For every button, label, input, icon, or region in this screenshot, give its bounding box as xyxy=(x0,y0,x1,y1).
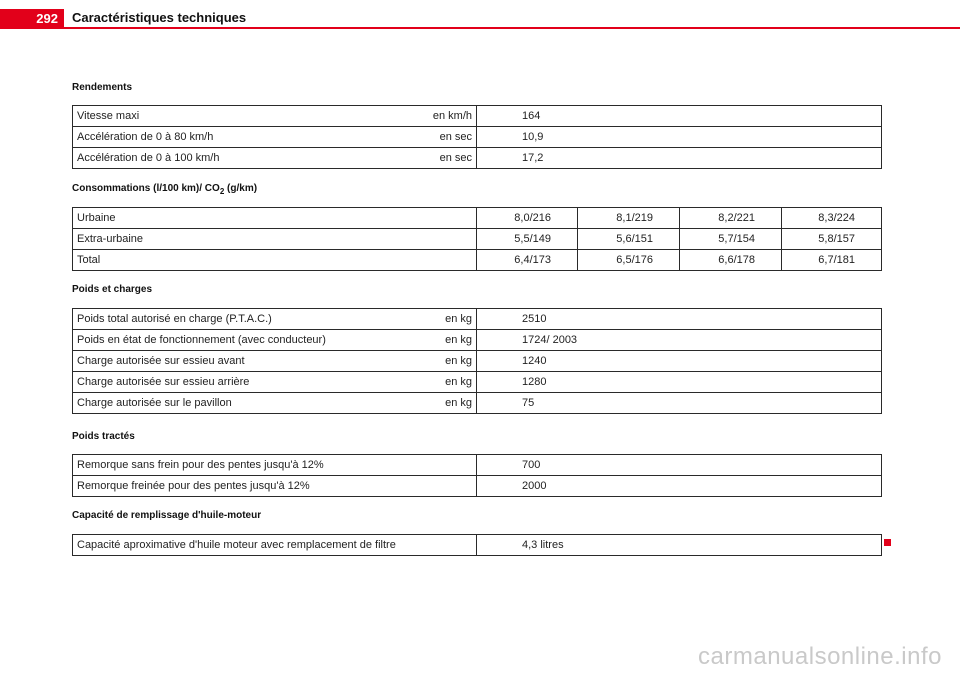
row-value: 5,8/157 xyxy=(782,229,882,250)
row-label: Total xyxy=(73,250,477,271)
row-value: 6,5/176 xyxy=(578,250,680,271)
row-value: 8,3/224 xyxy=(782,208,882,229)
table-rendements xyxy=(72,105,882,169)
row-value: 6,6/178 xyxy=(680,250,782,271)
row-value: 8,0/216 xyxy=(477,208,578,229)
row-unit: en sec xyxy=(421,127,477,148)
table-huile xyxy=(72,534,882,556)
table-poids-tractes xyxy=(72,454,882,497)
section-title-poids-tractes: Poids tractés xyxy=(72,431,135,442)
row-unit: en sec xyxy=(421,148,477,169)
header-rule xyxy=(64,27,960,29)
table-row xyxy=(73,106,882,127)
row-value: 6,4/173 xyxy=(477,250,578,271)
title-text: (g/km) xyxy=(224,183,258,194)
row-value: 5,5/149 xyxy=(477,229,578,250)
row-value: 2000 xyxy=(477,476,882,497)
page-number: 292 xyxy=(0,9,64,29)
table-row xyxy=(73,309,882,330)
watermark: carmanualsonline.info xyxy=(698,643,942,670)
table-row xyxy=(73,535,882,556)
section-title-poids: Poids et charges xyxy=(72,284,153,295)
page-title: Caractéristiques techniques xyxy=(72,10,247,25)
title-subscript: 2 xyxy=(219,187,225,196)
row-value: 10,9 xyxy=(477,127,882,148)
title-text: Consommations (l/100 km)/ CO xyxy=(72,183,220,194)
row-label: Capacité aproximative d'huile moteur avec remplacement de filtre xyxy=(73,535,477,556)
row-value: 1724/ 2003 xyxy=(477,330,882,351)
row-unit: en km/h xyxy=(421,106,477,127)
row-value: 17,2 xyxy=(477,148,882,169)
row-unit: en kg xyxy=(421,330,477,351)
row-label: Accélération de 0 à 100 km/h xyxy=(73,148,421,169)
table-row xyxy=(73,330,882,351)
row-label: Remorque sans frein pour des pentes jusqu'à 12% xyxy=(73,455,477,476)
row-unit: en kg xyxy=(421,351,477,372)
row-label: Remorque freinée pour des pentes jusqu'à 12% xyxy=(73,476,477,497)
row-unit: en kg xyxy=(421,372,477,393)
row-value: 8,2/221 xyxy=(680,208,782,229)
row-label: Vitesse maxi xyxy=(73,106,421,127)
row-label: Poids total autorisé en charge (P.T.A.C.) xyxy=(73,309,421,330)
row-label: Charge autorisée sur essieu avant xyxy=(73,351,421,372)
row-value: 1240 xyxy=(477,351,882,372)
table-row xyxy=(73,393,882,414)
row-value: 1280 xyxy=(477,372,882,393)
section-title-huile: Capacité de remplissage d'huile-moteur xyxy=(72,510,262,521)
page-header xyxy=(0,0,960,31)
row-value: 8,1/219 xyxy=(578,208,680,229)
table-row xyxy=(73,351,882,372)
row-value: 4,3 litres xyxy=(477,535,882,556)
section-title-consommations xyxy=(72,183,257,196)
table-row xyxy=(73,476,882,497)
row-label: Charge autorisée sur le pavillon xyxy=(73,393,421,414)
table-row xyxy=(73,455,882,476)
row-value: 6,7/181 xyxy=(782,250,882,271)
row-label: Extra-urbaine xyxy=(73,229,477,250)
row-label: Charge autorisée sur essieu arrière xyxy=(73,372,421,393)
row-value: 75 xyxy=(477,393,882,414)
row-label: Urbaine xyxy=(73,208,477,229)
table-consommations xyxy=(72,207,882,271)
row-label: Accélération de 0 à 80 km/h xyxy=(73,127,421,148)
table-poids xyxy=(72,308,882,414)
row-value: 164 xyxy=(477,106,882,127)
row-value: 2510 xyxy=(477,309,882,330)
table-row xyxy=(73,250,882,271)
section-title-rendements: Rendements xyxy=(72,82,133,93)
row-value: 700 xyxy=(477,455,882,476)
table-row xyxy=(73,127,882,148)
end-of-section-marker xyxy=(884,539,891,546)
row-unit: en kg xyxy=(421,309,477,330)
table-row xyxy=(73,229,882,250)
table-row xyxy=(73,372,882,393)
row-label: Poids en état de fonctionnement (avec conducteur) xyxy=(73,330,421,351)
table-row xyxy=(73,208,882,229)
row-value: 5,7/154 xyxy=(680,229,782,250)
table-row xyxy=(73,148,882,169)
row-value: 5,6/151 xyxy=(578,229,680,250)
row-unit: en kg xyxy=(421,393,477,414)
